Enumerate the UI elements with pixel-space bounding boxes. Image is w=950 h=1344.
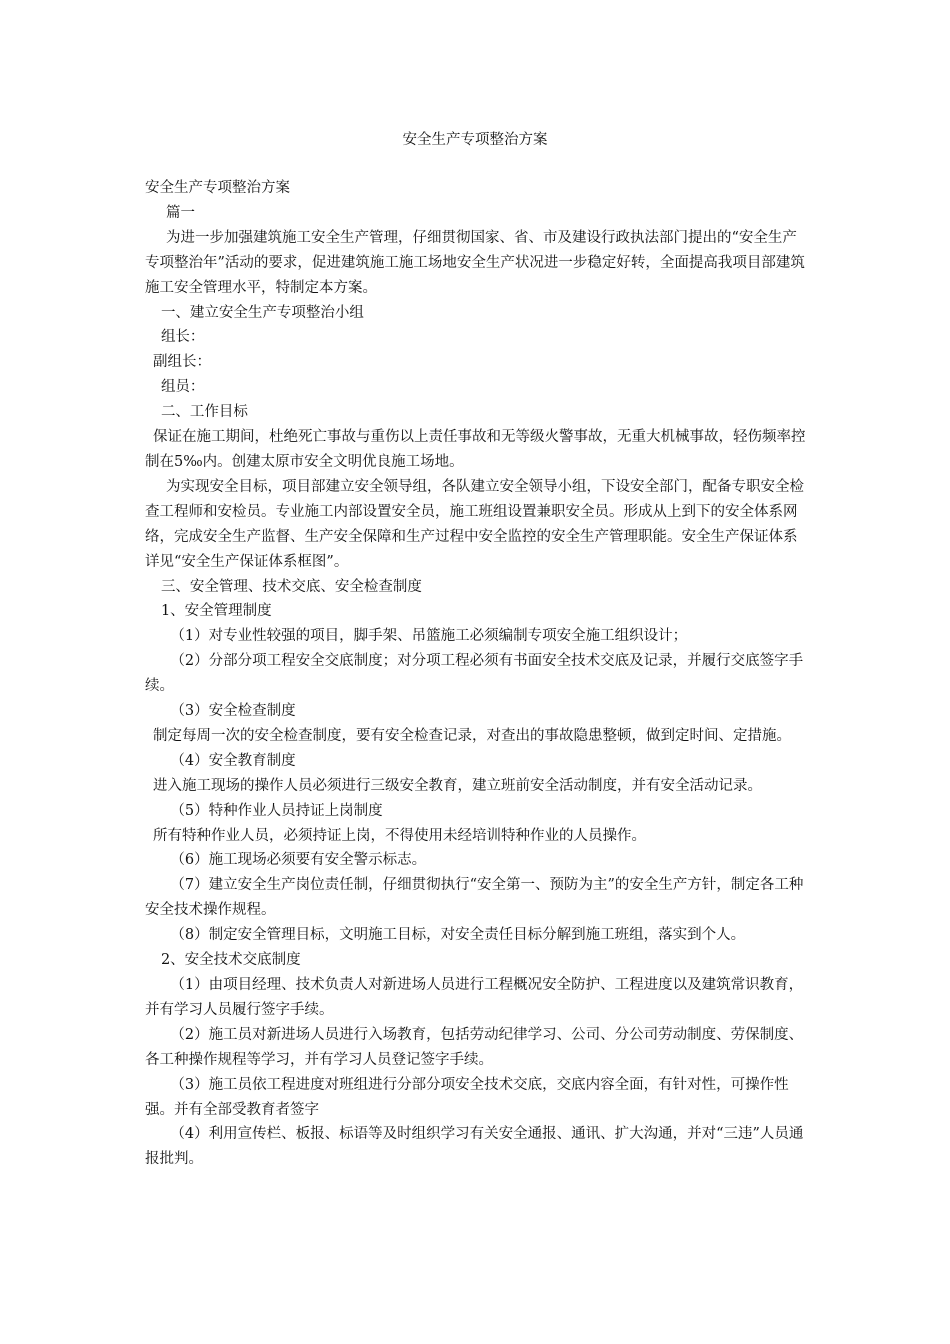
paragraph: 组员： bbox=[160, 379, 205, 396]
paragraph: 1、安全管理制度 bbox=[160, 603, 272, 620]
paragraph: 进入施工现场的操作人员必须进行三级安全教育，建立班前安全活动制度，并有安全活动记录。 bbox=[152, 777, 762, 794]
paragraph: （6）施工现场必须要有安全警示标志。 bbox=[170, 852, 427, 869]
paragraph: 组长： bbox=[160, 329, 205, 346]
paragraph: 二、工作目标 bbox=[160, 404, 248, 421]
paragraph: 所有特种作业人员，必须持证上岗，不得使用未经培训特种作业的人员操作。 bbox=[152, 827, 646, 844]
paragraph: （2）施工员对新进场人员进行入场教育，包括劳动纪律学习、公司、分公司劳动制度、劳保制度、各工种操作规程等学习，并有学习人员登记签字手续。 bbox=[145, 1026, 804, 1068]
paragraph: （8）制定安全管理目标，文明施工目标，对安全责任目标分解到施工班组，落实到个人。 bbox=[170, 927, 746, 944]
paragraph: （7）建立安全生产岗位责任制，仔细贯彻执行“安全第一、预防为主”的安全生产方针，制定各工种安全技术操作规程。 bbox=[145, 877, 804, 919]
paragraph: （4）安全教育制度 bbox=[170, 752, 296, 769]
paragraph: 制定每周一次的安全检查制度，要有安全检查记录，对查出的事故隐患整顿，做到定时间、定措施。 bbox=[152, 727, 791, 744]
paragraph: （3）安全检查制度 bbox=[170, 703, 296, 720]
paragraph: （5）特种作业人员持证上岗制度 bbox=[170, 802, 383, 819]
document-body bbox=[145, 176, 810, 1172]
paragraph: （4）利用宣传栏、板报、标语等及时组织学习有关安全通报、通讯、扩大沟通，并对“三违”人员通报批判。 bbox=[145, 1126, 804, 1168]
page-title: 安全生产专项整治方案 bbox=[402, 132, 548, 148]
paragraph: 三、安全管理、技术交底、安全检查制度 bbox=[160, 578, 422, 595]
paragraph: （3）施工员依工程进度对班组进行分部分项安全技术交底，交底内容全面，有针对性，可操作性强。并有全部受教育者签字 bbox=[145, 1076, 789, 1118]
paragraph: 篇一 bbox=[166, 204, 196, 221]
paragraph: （1）由项目经理、技术负责人对新进场人员进行工程概况安全防护、工程进度以及建筑常识教育，并有学习人员履行签字手续。 bbox=[145, 977, 804, 1018]
paragraph: 一、建立安全生产专项整治小组 bbox=[160, 304, 364, 321]
paragraph: 副组长： bbox=[152, 354, 211, 371]
paragraph: 安全生产专项整治方案 bbox=[145, 180, 290, 196]
paragraph: 保证在施工期间，杜绝死亡事故与重伤以上责任事故和无等级火警事故，无重大机械事故，轻伤频率控制在5‰内。创建太原市安全文明优良施工场地。 bbox=[145, 429, 806, 470]
paragraph: 为实现安全目标，项目部建立安全领导组，各队建立安全领导小组，下设安全部门，配备专职安全检查工程师和安检员。专业施工内部设置安全员，施工班组设置兼职安全员。形成从上到下的安全体系网络，完成安全生产监督、生产安全保障和生产过程中安全监控的安全生产管理职能。安全生产保证体系详见“安全生产保证体系框图”。 bbox=[145, 478, 805, 570]
paragraph: （1）对专业性较强的项目，脚手架、吊篮施工必须编制专项安全施工组织设计； bbox=[170, 628, 688, 645]
paragraph: 为进一步加强建筑施工安全生产管理，仔细贯彻国家、省、市及建设行政执法部门提出的“安全生产专项整治年”活动的要求，促进建筑施工施工场地安全生产状况进一步稳定好转，全面提高我项目部建筑施工安全管理水平，特制定本方案。 bbox=[145, 229, 805, 296]
paragraph: （2）分部分项工程安全交底制度；对分项工程必须有书面安全技术交底及记录，并履行交底签字手续。 bbox=[145, 653, 804, 695]
paragraph: 2、安全技术交底制度 bbox=[160, 952, 301, 969]
